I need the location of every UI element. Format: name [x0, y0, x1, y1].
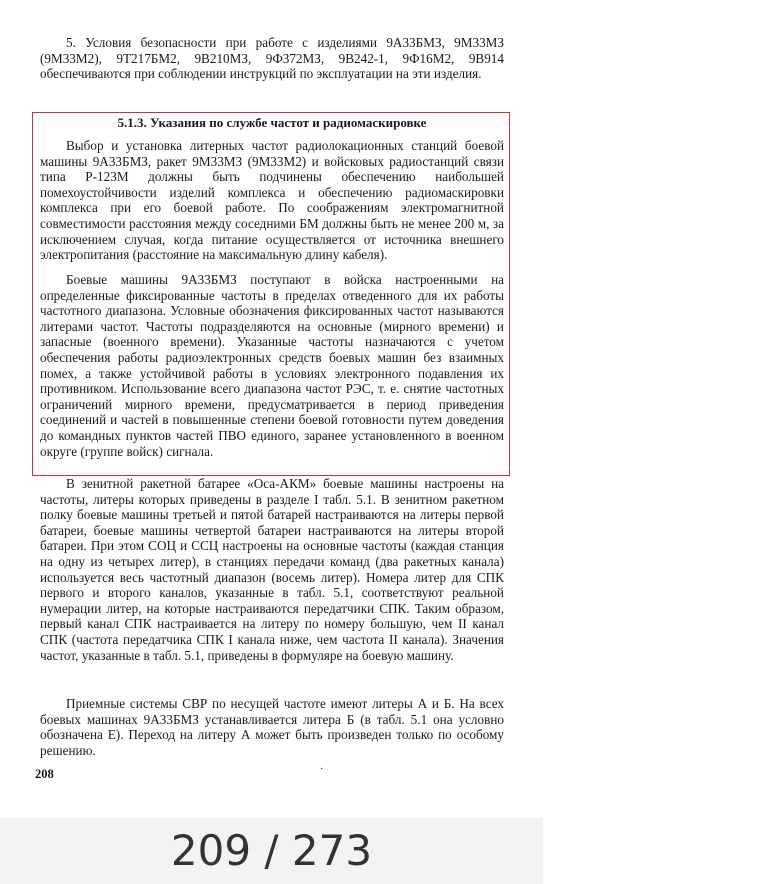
- section-heading: 5.1.3. Указания по службе частот и радиомаскировке: [117, 115, 427, 130]
- paragraph: В зенитной ракетной батарее «Оса-АКМ» боевые машины настроены на частоты, литеры которых приведены в разделе I табл. 5.1. В зенитном ракетном полку боевые машины третьей и пятой батарей настраиваются на литеры первой батареи, боевые машины четвертой батареи настраиваются на литеры второй батареи. При этом СОЦ и ССЦ настроены на основные частоты (каждая станция на одну из четырех литер), в станциях передачи команд (два ракетных канала) используется весь частотный диапазон (восемь литер). Номера литер для СПК первого и второго каналов, указанные в табл. 5.1, соответствуют реальной нумерации литер, на которые настраиваются передатчики СПК. Таким образом, первый канал СПК настраивается на литеру по номеру большую, чем II канал СПК (частота передатчика СПК I канала ниже, чем частота II канала). Значения частот, указанные в табл. 5.1, приведены в формуляре на боевую машину.: [40, 476, 504, 663]
- viewer-footer: [0, 818, 543, 884]
- paragraph: Боевые машины 9А33БМЗ поступают в войска настроенными на определенные фиксированные частоты в пределах отведенного для их работы частотного диапазона. Условные обозначения фиксированных частот называются литерами частот. Частоты подразделяются на основные (мирного времени) и запасные (военного времени). Указанные частоты назначаются с учетом обеспечения работы радиоэлектронных средств боевых машин без взаимных помех, а также устойчивой работы в условиях электронного подавления их противником. Использование всего диапазона частот РЭС, т. е. снятие частотных ограничений мирного времени, предусматривается в период приведения соединений и частей в повышенные степени боевой готовности путем доведения до командных пунктов частей ПВО единого, заранее установленного в военном округе (группе войск) сигнала.: [40, 272, 504, 459]
- stray-mark: ·: [320, 764, 324, 775]
- paragraph: Приемные системы СВР по несущей частоте имеют литеры А и Б. На всех боевых машинах 9А33БМЗ устанавливается литера Б (в табл. 5.1 она условно обозначена Е). Переход на литеру А может быть произведен только по особому решению.: [40, 696, 504, 758]
- page-counter: 209 / 273: [170, 826, 373, 875]
- intro-paragraph: 5. Условия безопасности при работе с изделиями 9А33БМЗ, 9М33МЗ (9М33М2), 9Т217БМ2, 9В210МЗ, 9Ф372МЗ, 9В242-1, 9Ф16М2, 9В914 обеспечиваются при соблюдении инструкций по эксплуатации на эти изделия.: [40, 35, 504, 82]
- paragraph: Выбор и установка литерных частот радиолокационных станций боевой машины 9А33БМЗ, ракет 9М33МЗ (9М33М2) и войсковых радиостанций связи типа Р-123М должны быть подчинены обеспечению наибольшей помехоустойчивости изделий комплекса и обеспечению радиомаскировки комплекса при его боевой работе. По соображениям электромагнитной совместимости расстояния между соседними БМ должны быть не менее 200 м, за исключением случая, когда питание осуществляется от источника внешнего электропитания (расстояние на максимальную длину кабеля).: [40, 138, 504, 263]
- page-number: 208: [35, 767, 54, 781]
